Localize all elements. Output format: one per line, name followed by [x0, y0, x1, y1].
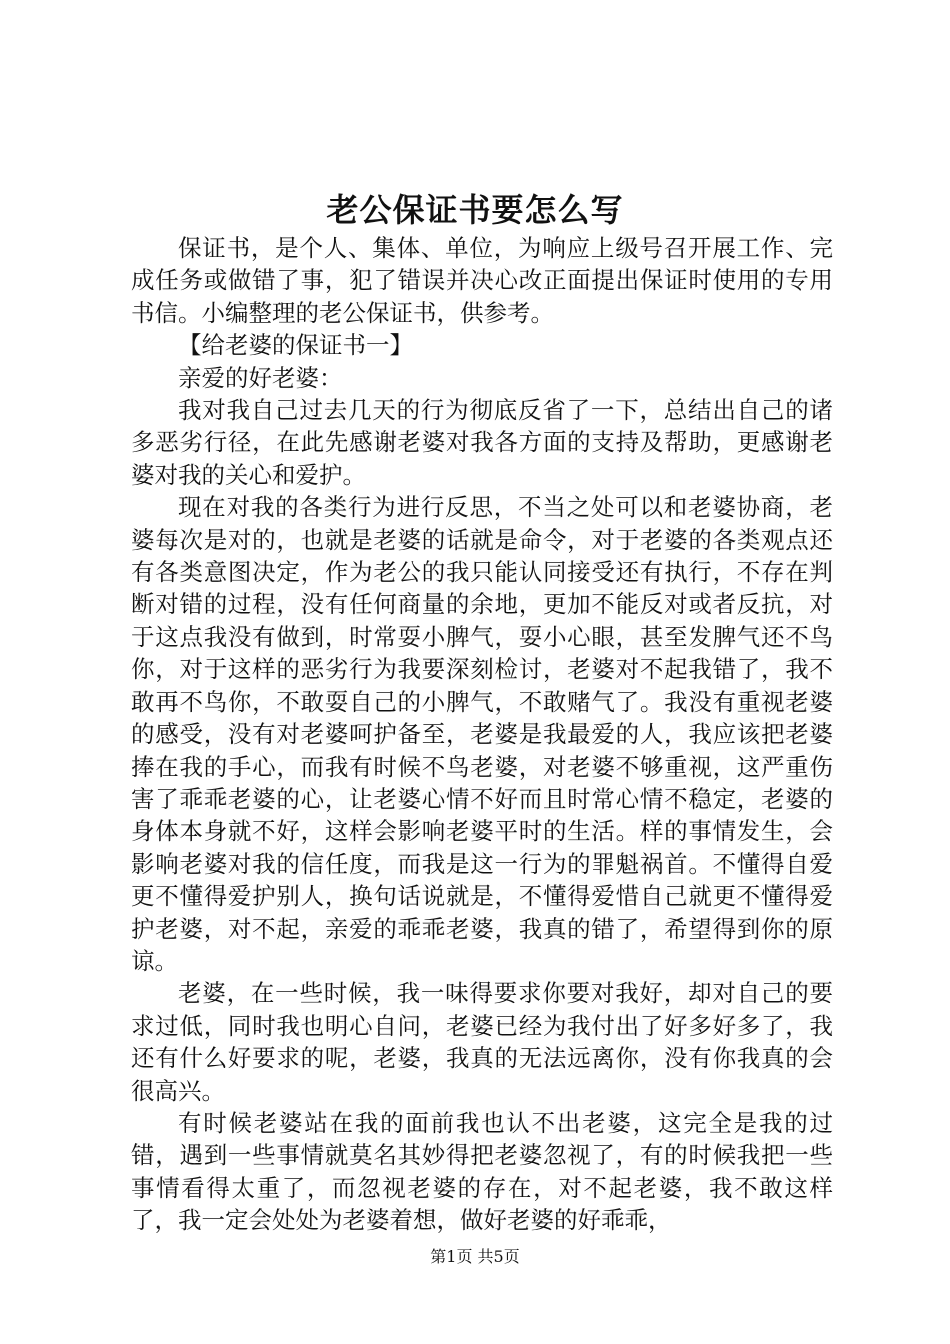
document-body	[131, 232, 833, 1237]
paragraph: 老婆，在一些时候，我一味得要求你要对我好，却对自己的要求过低，同时我也明心自问，老婆已经为我付出了好多好多了，我还有什么好要求的呢，老婆，我真的无法远离你，没有你我真的会很高兴。	[131, 979, 833, 1105]
page-footer: 第1页 共5页	[430, 1247, 520, 1266]
paragraph: 有时候老婆站在我的面前我也认不出老婆，这完全是我的过错，遇到一些事情就莫名其妙得把老婆忽视了，有的时候我把一些事情看得太重了，而忽视老婆的存在，对不起老婆，我不敢这样了，我一定会处处为老婆着想，做好老婆的好乖乖，	[131, 1108, 833, 1235]
paragraph: 我对我自己过去几天的行为彻底反省了一下，总结出自己的诸多恶劣行径，在此先感谢老婆对我各方面的支持及帮助，更感谢老婆对我的关心和爱护。	[131, 396, 833, 489]
section-heading: 【给老婆的保证书一】	[178, 331, 413, 360]
salutation: 亲爱的好老婆：	[178, 363, 343, 392]
paragraph: 现在对我的各类行为进行反思，不当之处可以和老婆协商，老婆每次是对的，也就是老婆的话就是命令，对于老婆的各类观点还有各类意图决定，作为老公的我只能认同接受还有执行，不存在判断对错的过程，没有任何商量的余地，更加不能反对或者反抗，对于这点我没有做到，时常耍小脾气，耍小心眼，甚至发脾气还不鸟你，对于这样的恶劣行为我要深刻检讨，老婆对不起我错了，我不敢再不鸟你，不敢耍自己的小脾气，不敢赌气了。我没有重视老婆的感受，没有对老婆呵护备至，老婆是我最爱的人，我应该把老婆捧在我的手心，而我有时候不鸟老婆，对老婆不够重视，这严重伤害了乖乖老婆的心，让老婆心情不好而且时常心情不稳定，老婆的身体本身就不好，这样会影响老婆平时的生活。样的事情发生，会影响老婆对我的信任度，而我是这一行为的罪魁祸首。不懂得自爱更不懂得爱护别人，换句话说就是，不懂得爱惜自己就更不懂得爱护老婆，对不起，亲爱的乖乖老婆，我真的错了，希望得到你的原谅。	[131, 493, 833, 975]
document-title: 老公保证书要怎么写	[326, 191, 624, 229]
paragraph-intro: 保证书，是个人、集体、单位，为响应上级号召开展工作、完成任务或做错了事，犯了错误并决心改正面提出保证时使用的专用书信。小编整理的老公保证书，供参考。	[131, 234, 833, 327]
